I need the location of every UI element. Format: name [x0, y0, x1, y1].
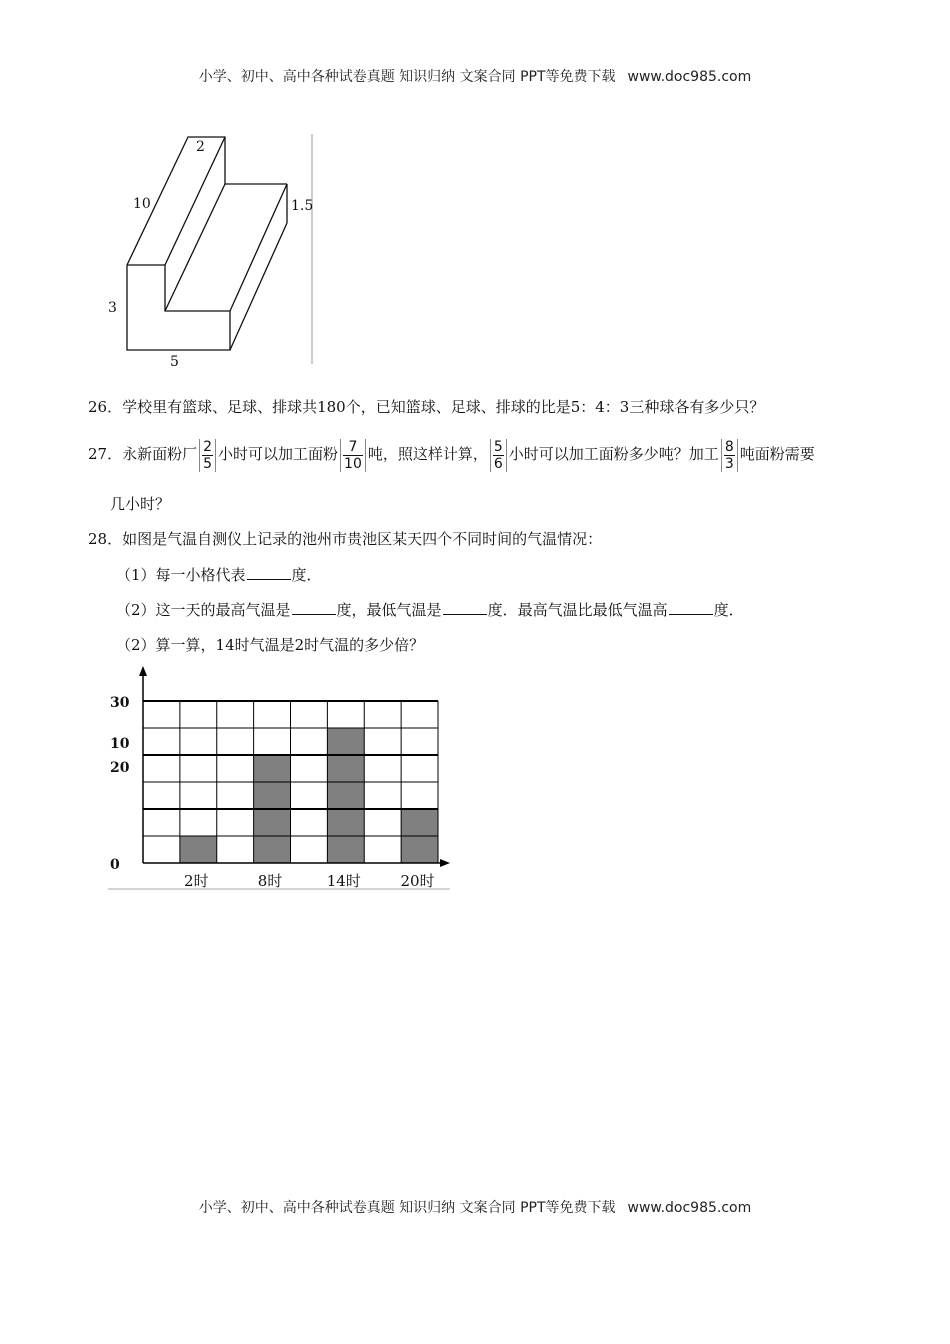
question-27-continued: 几小时？ — [110, 495, 171, 513]
category-labels-layer — [184, 872, 435, 890]
y-axis-arrow — [139, 666, 147, 676]
label-3: 3 — [108, 300, 117, 316]
y-tick-label: 30 — [110, 695, 130, 711]
header-text: 小学、初中、高中各种试卷真题 知识归纳 文案合同 PPT等免费下载 — [198, 69, 616, 85]
x-category-label: 8时 — [257, 872, 283, 890]
bar-14时 — [327, 728, 364, 863]
answer-blank[interactable] — [669, 600, 713, 615]
question-26: 26．学校里有篮球、足球、排球共180个，已知篮球、足球、排球的比是5：4：3三种球各有多少只？ — [88, 398, 765, 416]
fraction-2-5: $\frac{2}{5}$ — [199, 439, 216, 472]
label-1-5: 1.5 — [291, 198, 314, 214]
footer-url[interactable]: www.doc985.com — [627, 1200, 752, 1216]
header-url[interactable]: www.doc985.com — [627, 69, 752, 85]
x-category-label: 2时 — [184, 872, 209, 890]
q27-text-1: 27．永新面粉厂 — [88, 445, 198, 463]
answer-blank[interactable] — [292, 600, 336, 615]
lower-step-edge — [230, 184, 287, 311]
fraction-8-3: $\frac{8}{3}$ — [721, 439, 738, 472]
fraction-7-10: $\frac{7}{10}$ — [340, 439, 366, 472]
front-face-edge — [127, 265, 230, 350]
label-10: 10 — [133, 196, 151, 212]
bottom-right-edge — [230, 223, 287, 350]
question-28-part-1 — [116, 565, 322, 585]
q28a-text-1: （1）每一小格代表 — [116, 566, 246, 584]
y-tick-label: 0 — [110, 857, 120, 873]
question-28-part-2 — [116, 600, 744, 620]
page-footer — [0, 1197, 950, 1217]
inner-step-edge — [165, 184, 225, 311]
bar-2时 — [180, 836, 217, 863]
x-category-label: 14时 — [326, 872, 361, 890]
question-27 — [88, 436, 815, 472]
q28b-text-1: （2）这一天的最高气温是 — [116, 601, 291, 619]
x-axis-arrow — [440, 859, 450, 867]
label-2: 2 — [196, 139, 205, 155]
x-category-label: 20时 — [400, 872, 435, 890]
tick-labels-layer — [110, 695, 130, 873]
y-tick-label: 20 — [110, 760, 130, 776]
label-5: 5 — [170, 354, 179, 370]
question-28-part-3: （2）算一算，14时气温是2时气温的多少倍？ — [116, 636, 425, 654]
q28a-text-2: 度． — [291, 566, 322, 584]
answer-blank[interactable] — [443, 600, 487, 615]
page-header — [0, 66, 950, 86]
temperature-bar-chart — [100, 660, 455, 895]
footer-text: 小学、初中、高中各种试卷真题 知识归纳 文案合同 PPT等免费下载 — [198, 1200, 616, 1216]
q27-text-2: 小时可以加工面粉 — [218, 445, 339, 463]
answer-blank[interactable] — [247, 565, 291, 580]
q28b-text-4: 度． — [713, 601, 744, 619]
back-top-edge — [127, 137, 287, 265]
q28b-text-3: 度．最高气温比最低气温高 — [487, 601, 668, 619]
q27-text-4: 小时可以加工面粉多少吨？加工 — [508, 445, 719, 463]
q27-text-5: 吨面粉需要 — [739, 445, 815, 463]
question-28: 28．如图是气温自测仪上记录的池州市贵池区某天四个不同时间的气温情况： — [88, 530, 603, 548]
q27-text-3: 吨，照这样计算， — [367, 445, 488, 463]
bars-layer — [180, 728, 438, 863]
fraction-5-6: $\frac{5}{6}$ — [490, 439, 507, 472]
step-solid-figure — [95, 128, 335, 373]
y-tick-label: 10 — [110, 736, 130, 752]
upper-step-edge — [165, 137, 225, 265]
q28b-text-2: 度，最低气温是 — [336, 601, 442, 619]
